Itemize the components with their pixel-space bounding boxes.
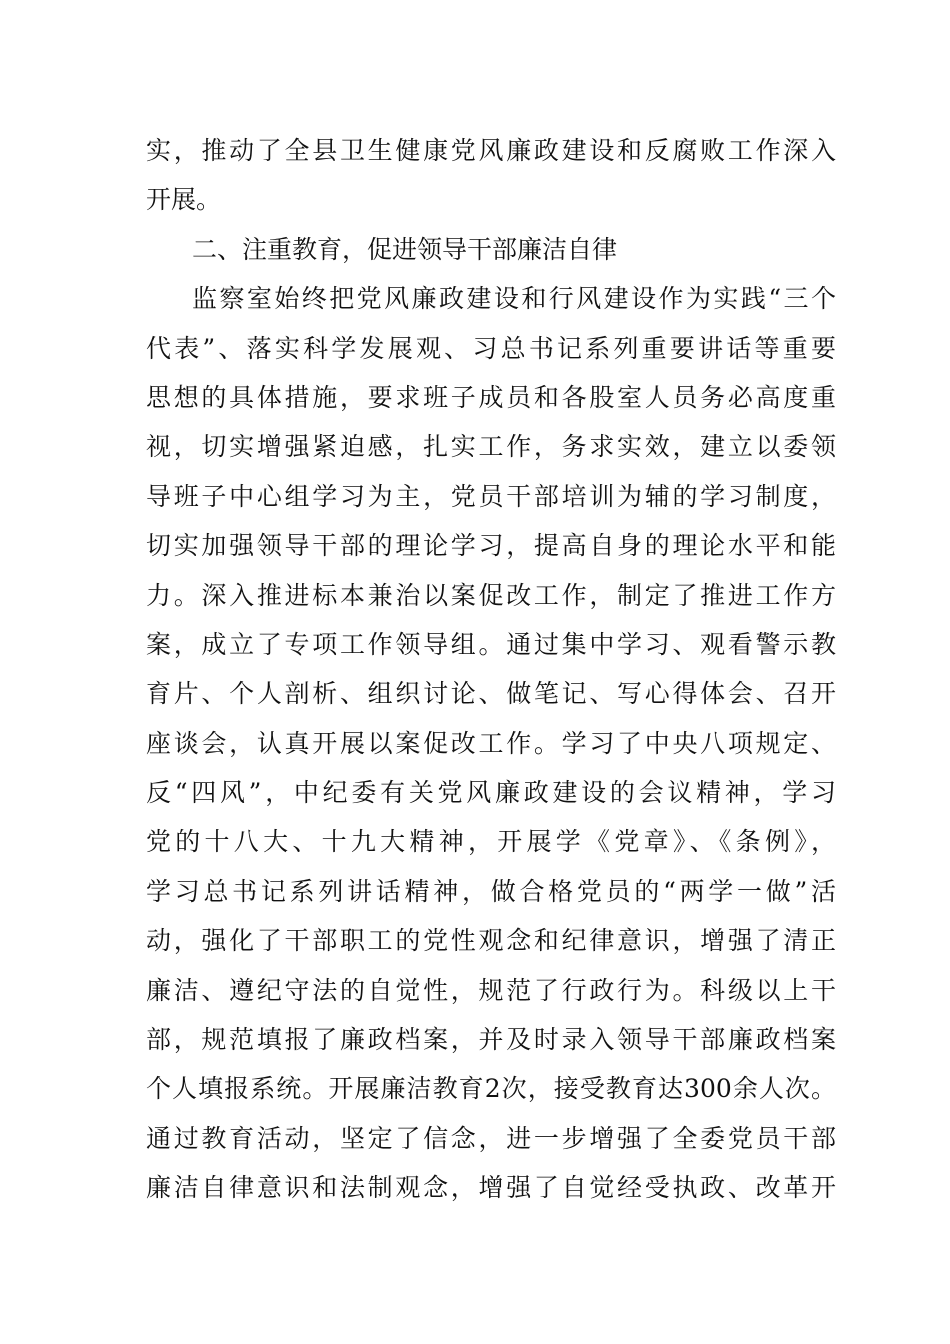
text-line: 育片、个人剖析、组织讨论、做笔记、写心得体会、召开 — [146, 679, 836, 709]
text-line: 视，切实增强紧迫感，扎实工作，务求实效，建立以委领 — [146, 432, 836, 462]
text-line: 个人填报系统。开展廉洁教育2次，接受教育达300余人次。 — [146, 1074, 836, 1104]
text-line: 廉洁、遵纪守法的自觉性，规范了行政行为。科级以上干 — [146, 975, 836, 1005]
text-line: 力。深入推进标本兼治以案促改工作，制定了推进工作方 — [146, 580, 836, 610]
text-line: 通过教育活动，坚定了信念，进一步增强了全委党员干部 — [146, 1123, 836, 1153]
text-line: 廉洁自律意识和法制观念，增强了自觉经受执政、改革开 — [146, 1173, 836, 1203]
text-line: 案，成立了专项工作领导组。通过集中学习、观看警示教 — [146, 629, 836, 659]
text-line: 代表”、落实科学发展观、习总书记系列重要讲话等重要 — [146, 333, 836, 363]
text-line: 座谈会，认真开展以案促改工作。学习了中央八项规定、 — [146, 728, 836, 758]
text-line: 切实加强领导干部的理论学习，提高自身的理论水平和能 — [146, 531, 836, 561]
text-line: 导班子中心组学习为主，党员干部培训为辅的学习制度， — [146, 481, 836, 511]
text-line: 监察室始终把党风廉政建设和行风建设作为实践“三个 — [192, 284, 836, 314]
body-text — [146, 126, 836, 1213]
section-heading: 二、注重教育，促进领导干部廉洁自律 — [192, 234, 618, 264]
text-line: 学习总书记系列讲话精神，做合格党员的“两学一做”活 — [146, 876, 836, 906]
text-line: 开展。 — [146, 185, 222, 215]
text-line: 实，推动了全县卫生健康党风廉政建设和反腐败工作深入 — [146, 136, 836, 165]
text-line: 反“四风”，中纪委有关党风廉政建设的会议精神，学习 — [146, 778, 836, 808]
text-line: 部，规范填报了廉政档案，并及时录入领导干部廉政档案 — [146, 1025, 836, 1055]
text-line: 思想的具体措施，要求班子成员和各股室人员务必高度重 — [146, 382, 836, 412]
text-line: 党的十八大、十九大精神，开展学《党章》、《条例》， — [146, 827, 836, 857]
text-line: 动，强化了干部职工的党性观念和纪律意识，增强了清正 — [146, 926, 836, 956]
